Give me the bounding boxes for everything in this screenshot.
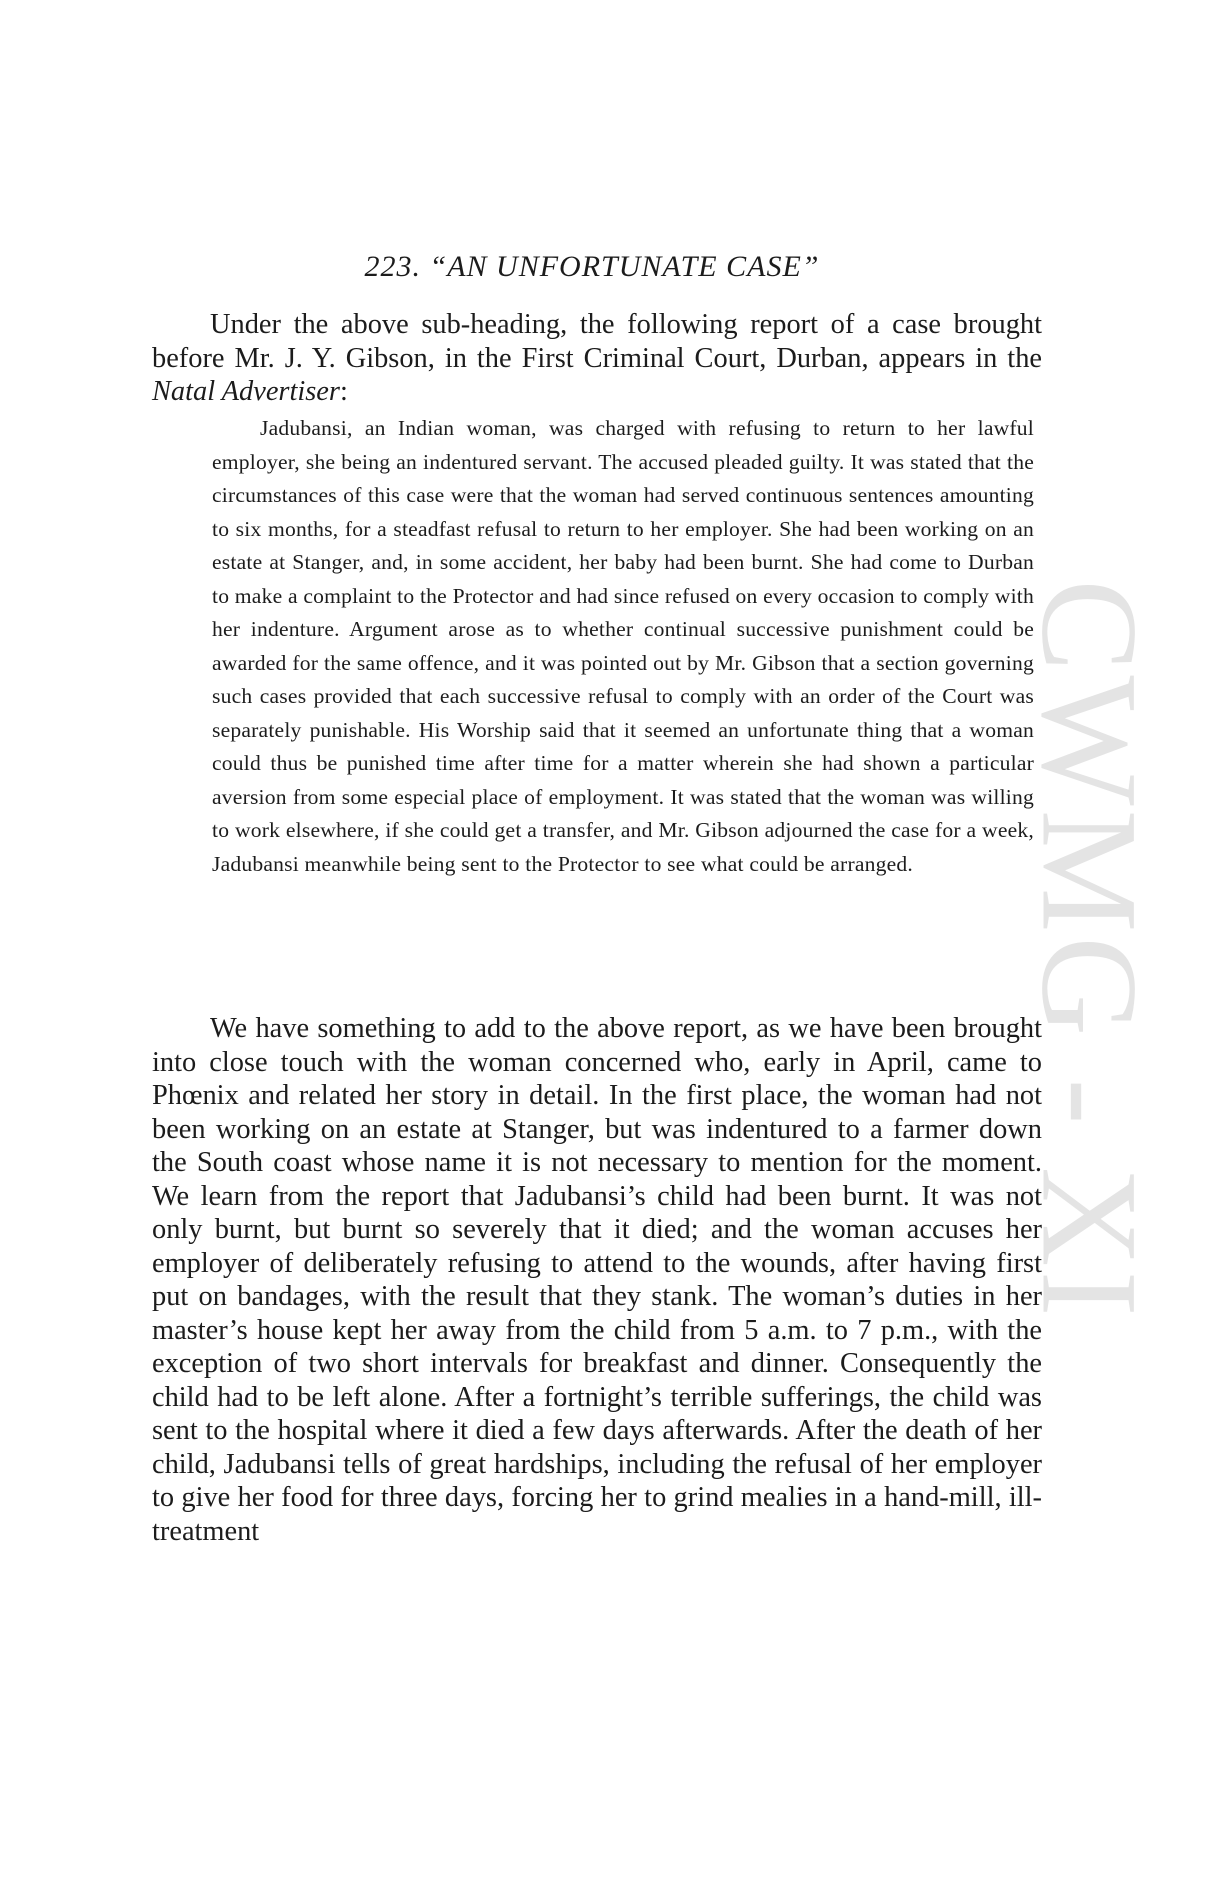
cwmg-watermark [1013, 560, 1167, 1340]
intro-paragraph [152, 308, 1042, 409]
watermark-text: CWMG - XI [1013, 579, 1167, 1321]
quoted-report: Jadubansi, an Indian woman, was charged with refusing to return to her lawful employer, she being an indentured servant. The accused pleaded guilty. It was stated that the circumstances of this case were that the woman had served continuous sentences amounting to six months, for a steadfast refusal to return to her employer. She had been working on an estate at Stanger, and, in some accident, her baby had been burnt. She had come to Durban to make a complaint to the Protector and had since refused on every occasion to comply with her indenture. Argument arose as to whether continual successive punishment could be awarded for the same offence, and it was pointed out by Mr. Gibson that a section governing such cases provided that each successive refusal to comply with an order of the Court was separately punishable. His Worship said that it seemed an unfortunate thing that a woman could thus be punished time after time for a matter wherein she had shown a particular aversion from some especial place of employment. It was stated that the woman was willing to work elsewhere, if she could get a transfer, and Mr. Gibson adjourned the case for a week, Jadubansi meanwhile being sent to the Protector to see what could be arranged. [212, 416, 1034, 876]
intro-colon: : [339, 376, 348, 407]
page-title: 223. “AN UNFORTUNATE CASE” [364, 250, 820, 283]
commentary-paragraph: We have something to add to the above report, as we have been brought into close touch with the woman concerned who, early in April, came to Phœnix and related her story in detail. In the first place, the woman had not been working on an estate at Stanger, but was indentured to a farmer down the South coast whose name it is not necessary to mention for the moment. We learn from the report that Jadubansi’s child had been burnt. It was not only burnt, but burnt so severely that it died; and the woman accuses her employer of deliberately refusing to attend to the wounds, after having first put on bandages, with the result that they stank. The woman’s duties in her master’s house kept her away from the child from 5 a.m. to 7 p.m., with the exception of two short intervals for breakfast and dinner. Consequently the child had to be left alone. After a fortnight’s terrible sufferings, the child was sent to the hospital where it died a few days afterwards. After the death of her child, Jadubansi tells of great hardships, including the refusal of her employer to give her food for three days, forcing her to grind mealies in a hand-mill, ill-treatment [152, 1013, 1042, 1547]
intro-text: Under the above sub-heading, the following report of a case brought before Mr. J. Y. Gibson, in the First Criminal Court, Durban, appears in the [152, 309, 1042, 374]
publication-name: Natal Advertiser [152, 376, 340, 407]
